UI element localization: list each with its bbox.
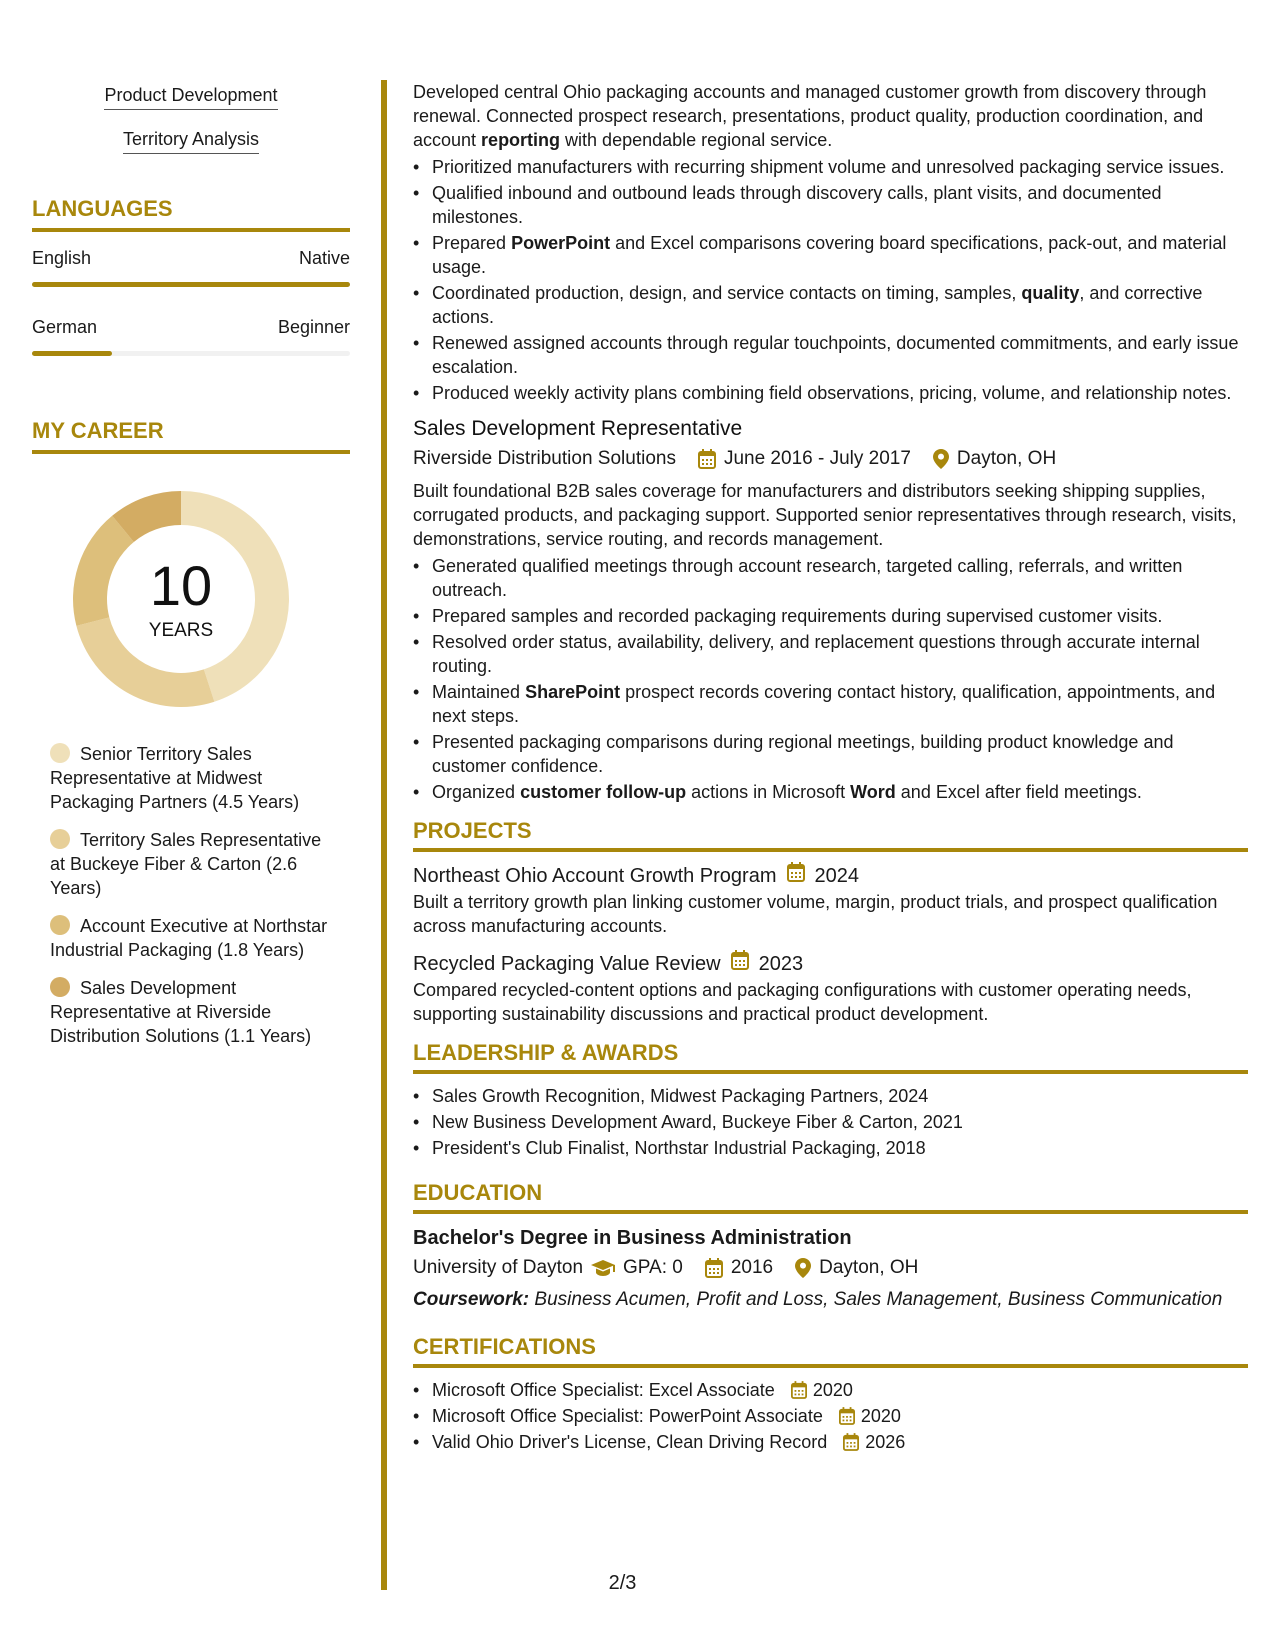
list-item: • Valid Ohio Driver's License, Clean Driving Record 2026 bbox=[413, 1430, 1248, 1454]
project-title: Northeast Ohio Account Growth Program 2024 bbox=[413, 862, 1248, 890]
language-level: Beginner bbox=[277, 317, 350, 337]
certifications-list bbox=[413, 1378, 1248, 1454]
degree-title: Bachelor's Degree in Business Administration bbox=[413, 1227, 852, 1249]
map-pin-icon bbox=[933, 449, 949, 469]
legend-dot bbox=[50, 915, 70, 935]
project-year: 2024 bbox=[814, 865, 859, 887]
main-content bbox=[413, 80, 1248, 1456]
certifications-heading: CERTIFICATIONS bbox=[413, 1332, 1248, 1368]
career-legend-item: Account Executive at Northstar Industrial Packaging (1.8 Years) bbox=[50, 916, 328, 960]
graduation-cap-icon bbox=[591, 1259, 615, 1277]
language-row bbox=[32, 246, 350, 270]
language-level: Native bbox=[298, 248, 350, 268]
list-item: • Resolved order status, availability, delivery, and replacement questions through accurate internal routing. bbox=[413, 630, 1248, 678]
job-meta bbox=[413, 445, 1248, 473]
career-total-unit: YEARS bbox=[148, 620, 214, 641]
language-row bbox=[32, 315, 350, 339]
graduation-year: 2016 bbox=[730, 1257, 774, 1278]
list-item: • Coordinated production, design, and service contacts on timing, samples, quality, and corrective actions. bbox=[413, 281, 1248, 329]
skill-item: Territory Analysis bbox=[32, 126, 350, 154]
career-legend-item: Territory Sales Representative at Buckeye Fiber & Carton (2.6 Years) bbox=[50, 830, 322, 898]
school-location: Dayton, OH bbox=[819, 1257, 919, 1278]
job-bullets bbox=[413, 554, 1248, 804]
skill-item: Product Development bbox=[32, 82, 350, 110]
languages-heading: LANGUAGES bbox=[32, 194, 350, 232]
list-item: • Microsoft Office Specialist: PowerPoint Associate 2020 bbox=[413, 1404, 1248, 1428]
list-item: • Microsoft Office Specialist: Excel Associate 2020 bbox=[413, 1378, 1248, 1402]
map-pin-icon bbox=[795, 1258, 811, 1278]
job-summary: Developed central Ohio packaging accounts and managed customer growth from discovery through renewal. Connected prospect research, presentations, product quality, production coordination, and account reporting with dependable regional service. bbox=[413, 82, 1207, 150]
career-legend-item: Senior Territory Sales Representative at Midwest Packaging Partners (4.5 Years) bbox=[50, 744, 300, 812]
language-level-fill bbox=[32, 282, 350, 287]
legend-dot bbox=[50, 829, 70, 849]
language-level-bar bbox=[32, 282, 350, 287]
calendar-icon bbox=[843, 1433, 859, 1451]
list-item: • Renewed assigned accounts through regular touchpoints, documented commitments, and early issue escalation. bbox=[413, 331, 1248, 379]
legend-dot bbox=[50, 977, 70, 997]
calendar-icon bbox=[698, 449, 716, 469]
list-item: • Prepared PowerPoint and Excel comparisons covering board specifications, pack-out, and material usage. bbox=[413, 231, 1248, 279]
gpa: GPA: 0 bbox=[623, 1257, 683, 1278]
company-name: Riverside Distribution Solutions bbox=[413, 448, 676, 469]
legend-dot bbox=[50, 743, 70, 763]
project-year: 2023 bbox=[758, 953, 804, 975]
list-item: • Presented packaging comparisons during regional meetings, building product knowledge and customer confidence. bbox=[413, 730, 1248, 778]
calendar-icon bbox=[731, 950, 749, 978]
job-dates: June 2016 - July 2017 bbox=[723, 448, 911, 469]
awards-heading: LEADERSHIP & AWARDS bbox=[413, 1038, 1248, 1074]
list-item: • Maintained SharePoint prospect records covering contact history, qualification, appointments, and next steps. bbox=[413, 680, 1248, 728]
language-name: German bbox=[32, 317, 98, 337]
calendar-icon bbox=[839, 1407, 855, 1425]
project-title: Recycled Packaging Value Review 2023 bbox=[413, 950, 1248, 978]
career-legend-item: Sales Development Representative at Riverside Distribution Solutions (1.1 Years) bbox=[50, 978, 312, 1046]
education-heading: EDUCATION bbox=[413, 1178, 1248, 1214]
calendar-icon bbox=[791, 1381, 807, 1399]
calendar-icon bbox=[787, 862, 805, 890]
job-location: Dayton, OH bbox=[956, 448, 1057, 469]
language-level-bar bbox=[32, 351, 350, 356]
page-indicator: 2/3 bbox=[608, 1572, 637, 1594]
sidebar bbox=[32, 82, 350, 1062]
school-name: University of Dayton bbox=[413, 1257, 584, 1278]
language-name: English bbox=[32, 248, 92, 268]
list-item: • President's Club Finalist, Northstar Industrial Packaging, 2018 bbox=[413, 1136, 1248, 1160]
projects-heading: PROJECTS bbox=[413, 816, 1248, 852]
coursework: Coursework: Business Acumen, Profit and Loss, Sales Management, Business Communication bbox=[413, 1289, 1223, 1310]
list-item: • Organized customer follow-up actions in Microsoft Word and Excel after field meetings. bbox=[413, 780, 1248, 804]
career-donut-chart bbox=[66, 484, 296, 714]
career-total-number: 10 bbox=[149, 554, 213, 617]
awards-list bbox=[413, 1084, 1248, 1160]
list-item: • Prepared samples and recorded packaging requirements during supervised customer visits. bbox=[413, 604, 1248, 628]
list-item: • Qualified inbound and outbound leads through discovery calls, plant visits, and documented milestones. bbox=[413, 181, 1248, 229]
education-meta bbox=[413, 1254, 1248, 1282]
list-item: • Prioritized manufacturers with recurring shipment volume and unresolved packaging service issues. bbox=[413, 155, 1248, 179]
list-item: • New Business Development Award, Buckeye Fiber & Carton, 2021 bbox=[413, 1110, 1248, 1134]
column-divider bbox=[381, 80, 387, 1590]
list-item: • Produced weekly activity plans combining field observations, pricing, volume, and relationship notes. bbox=[413, 381, 1248, 405]
job-summary: Built foundational B2B sales coverage for manufacturers and distributors seeking shipping supplies, corrugated products, and packaging support. Supported senior representatives through research, visits, demonstrations, service routing, and records management. bbox=[413, 481, 1237, 549]
calendar-icon bbox=[705, 1258, 723, 1278]
career-heading: MY CAREER bbox=[32, 416, 350, 454]
list-item: • Generated qualified meetings through account research, targeted calling, referrals, and written outreach. bbox=[413, 554, 1248, 602]
language-level-fill bbox=[32, 351, 112, 356]
project-description: Built a territory growth plan linking customer volume, margin, product trials, and prospect qualification across manufacturing accounts. bbox=[413, 892, 1218, 936]
job-bullets bbox=[413, 155, 1248, 405]
project-description: Compared recycled-content options and packaging configurations with customer operating needs, supporting sustainability discussions and practical product development. bbox=[413, 980, 1192, 1024]
job-title: Sales Development Representative bbox=[413, 417, 743, 440]
list-item: • Sales Growth Recognition, Midwest Packaging Partners, 2024 bbox=[413, 1084, 1248, 1108]
